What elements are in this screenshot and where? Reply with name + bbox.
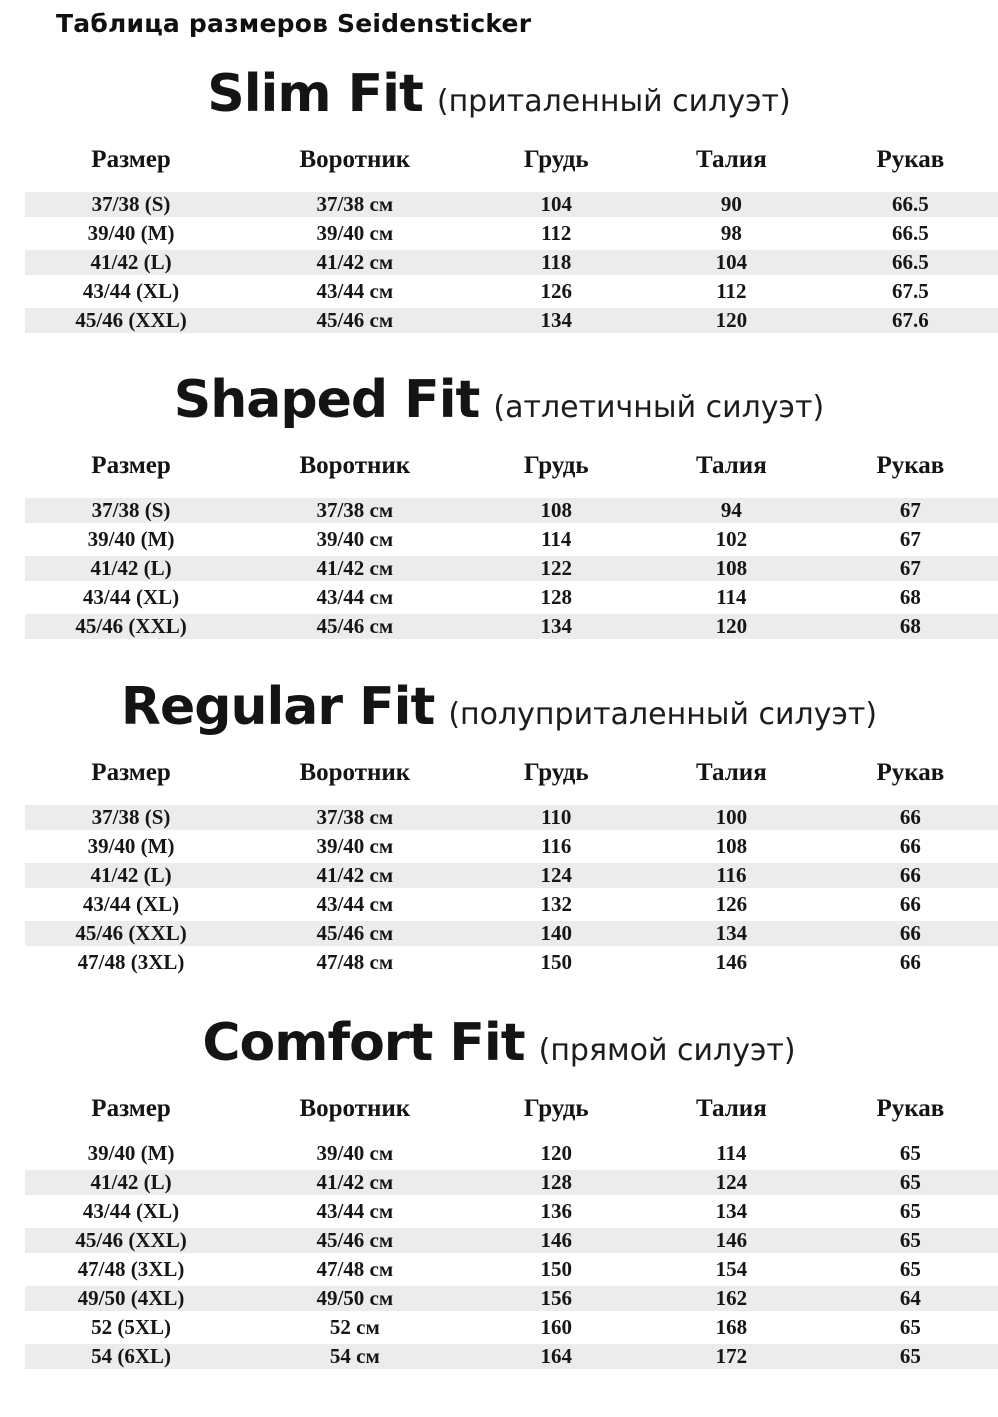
section-subtitle: (полуприталенный силуэт) xyxy=(448,697,878,732)
table-cell: 49/50 см xyxy=(316,1286,394,1310)
table-cell: 41/42 (L) xyxy=(90,556,172,580)
table-cell: 132 xyxy=(540,892,572,916)
table-cell: 104 xyxy=(540,192,572,216)
table-cell: 116 xyxy=(716,863,747,887)
table-cell: 39/40 (M) xyxy=(87,1141,175,1165)
table-cell: 45/46 см xyxy=(316,921,394,945)
table-row xyxy=(25,306,998,335)
table-cell: 122 xyxy=(540,556,572,580)
table-cell: 49/50 (4XL) xyxy=(77,1286,185,1310)
table-cell: 39/40 см xyxy=(316,834,394,858)
table-cell: 41/42 (L) xyxy=(90,1170,172,1194)
table-cell: 114 xyxy=(541,527,572,551)
table-cell: 65 xyxy=(899,1170,921,1194)
table-cell: 39/40 см xyxy=(316,527,394,551)
table-cell: 37/38 (S) xyxy=(91,498,171,522)
table-cell: 41/42 см xyxy=(316,250,394,274)
table-cell: 43/44 см xyxy=(316,1199,394,1223)
table-cell: 164 xyxy=(540,1344,572,1368)
page-title: Таблица размеров Seidensticker xyxy=(56,9,532,38)
table-cell: 45/46 см xyxy=(316,614,394,638)
table-cell: 124 xyxy=(540,863,572,887)
table-cell: 120 xyxy=(715,308,748,332)
table-row xyxy=(25,919,998,948)
table-cell: 114 xyxy=(716,585,747,609)
table-cell: 66 xyxy=(899,834,921,858)
column-header-row xyxy=(25,757,998,789)
table-row xyxy=(25,803,998,832)
table-cell: 118 xyxy=(541,250,572,274)
table-row xyxy=(25,525,998,554)
table-cell: 65 xyxy=(899,1257,921,1281)
column-header: Воротник xyxy=(299,1095,411,1122)
size-table xyxy=(25,496,998,641)
table-cell: 66 xyxy=(899,863,921,887)
table-row xyxy=(25,948,998,977)
column-header-row xyxy=(25,1093,998,1125)
table-cell: 39/40 (M) xyxy=(87,527,175,551)
table-cell: 146 xyxy=(715,950,748,974)
table-cell: 52 (5XL) xyxy=(91,1315,172,1339)
table-cell: 116 xyxy=(541,834,572,858)
table-row xyxy=(25,890,998,919)
section-subtitle: (прямой силуэт) xyxy=(538,1033,796,1068)
table-row xyxy=(25,248,998,277)
table-row xyxy=(25,1197,998,1226)
column-header-row xyxy=(25,144,998,176)
table-cell: 136 xyxy=(540,1199,572,1223)
table-cell: 100 xyxy=(715,805,748,829)
section-heading xyxy=(0,1013,998,1077)
table-row xyxy=(25,219,998,248)
table-row xyxy=(25,554,998,583)
section-title: Regular Fit xyxy=(120,677,435,737)
table-cell: 108 xyxy=(540,498,572,522)
table-cell: 126 xyxy=(715,892,748,916)
table-cell: 39/40 (M) xyxy=(87,221,175,245)
table-cell: 41/42 (L) xyxy=(90,863,172,887)
table-cell: 66.5 xyxy=(892,250,929,274)
table-cell: 43/44 (XL) xyxy=(82,279,180,303)
section-heading xyxy=(0,64,998,128)
column-header: Размер xyxy=(91,146,171,173)
column-header: Рукав xyxy=(876,1095,945,1122)
fit-section xyxy=(0,64,998,335)
table-cell: 37/38 см xyxy=(316,498,394,522)
table-cell: 67 xyxy=(899,498,921,522)
section-heading xyxy=(0,370,998,434)
table-row xyxy=(25,190,998,219)
table-cell: 94 xyxy=(720,498,742,522)
table-row xyxy=(25,1168,998,1197)
table-cell: 67.6 xyxy=(892,308,929,332)
table-cell: 114 xyxy=(716,1141,747,1165)
table-cell: 134 xyxy=(540,614,572,638)
table-cell: 43/44 см xyxy=(316,892,394,916)
table-cell: 66 xyxy=(899,892,921,916)
table-cell: 68 xyxy=(899,614,921,638)
fit-section xyxy=(0,677,998,977)
table-cell: 45/46 (XXL) xyxy=(75,1228,187,1252)
table-cell: 146 xyxy=(715,1228,748,1252)
table-cell: 47/48 см xyxy=(316,1257,394,1281)
table-cell: 104 xyxy=(715,250,748,274)
table-cell: 41/42 см xyxy=(316,1170,394,1194)
table-cell: 43/44 (XL) xyxy=(82,892,180,916)
column-header: Талия xyxy=(696,146,767,173)
table-row xyxy=(25,1342,998,1371)
column-header: Грудь xyxy=(523,146,589,173)
table-cell: 66.5 xyxy=(892,192,929,216)
table-cell: 65 xyxy=(899,1344,921,1368)
table-cell: 65 xyxy=(899,1141,921,1165)
table-cell: 65 xyxy=(899,1199,921,1223)
column-header: Грудь xyxy=(523,759,589,786)
table-cell: 45/46 (XXL) xyxy=(75,308,187,332)
table-cell: 110 xyxy=(541,805,572,829)
table-cell: 126 xyxy=(540,279,572,303)
table-cell: 66 xyxy=(899,921,921,945)
table-cell: 67 xyxy=(899,527,921,551)
table-row xyxy=(25,1226,998,1255)
table-cell: 150 xyxy=(540,950,572,974)
table-cell: 120 xyxy=(715,614,748,638)
column-header: Рукав xyxy=(876,146,945,173)
table-cell: 102 xyxy=(715,527,748,551)
table-cell: 128 xyxy=(540,1170,572,1194)
table-cell: 37/38 (S) xyxy=(91,192,171,216)
table-row xyxy=(25,583,998,612)
table-cell: 108 xyxy=(715,834,748,858)
column-header: Грудь xyxy=(523,1095,589,1122)
table-row xyxy=(25,612,998,641)
table-row xyxy=(25,1284,998,1313)
table-cell: 39/40 (M) xyxy=(87,834,175,858)
table-cell: 66.5 xyxy=(892,221,929,245)
table-cell: 45/46 см xyxy=(316,1228,394,1252)
table-cell: 65 xyxy=(899,1228,921,1252)
table-cell: 67 xyxy=(899,556,921,580)
table-cell: 112 xyxy=(716,279,747,303)
table-row xyxy=(25,277,998,306)
section-subtitle: (атлетичный силуэт) xyxy=(493,390,825,425)
column-header: Рукав xyxy=(876,759,945,786)
table-cell: 140 xyxy=(540,921,572,945)
table-cell: 150 xyxy=(540,1257,572,1281)
table-cell: 112 xyxy=(541,221,572,245)
table-cell: 41/42 см xyxy=(316,556,394,580)
column-header: Воротник xyxy=(299,146,411,173)
table-cell: 45/46 см xyxy=(316,308,394,332)
table-cell: 37/38 см xyxy=(316,805,394,829)
table-cell: 66 xyxy=(899,805,921,829)
table-cell: 67.5 xyxy=(892,279,929,303)
fit-section xyxy=(0,370,998,641)
table-cell: 64 xyxy=(899,1286,921,1310)
table-cell: 54 см xyxy=(329,1344,380,1368)
table-cell: 43/44 см xyxy=(316,585,394,609)
table-cell: 134 xyxy=(715,1199,748,1223)
table-row xyxy=(25,1139,998,1168)
table-cell: 43/44 см xyxy=(316,279,394,303)
table-cell: 39/40 см xyxy=(316,1141,394,1165)
table-cell: 43/44 (XL) xyxy=(82,585,180,609)
table-cell: 47/48 (3XL) xyxy=(77,1257,185,1281)
table-cell: 68 xyxy=(899,585,921,609)
table-row xyxy=(25,496,998,525)
table-cell: 66 xyxy=(899,950,921,974)
column-header: Талия xyxy=(696,452,767,479)
table-row xyxy=(25,861,998,890)
table-cell: 41/42 см xyxy=(316,863,394,887)
table-cell: 160 xyxy=(540,1315,572,1339)
column-header: Воротник xyxy=(299,759,411,786)
table-cell: 168 xyxy=(715,1315,748,1339)
column-header: Рукав xyxy=(876,452,945,479)
column-header: Воротник xyxy=(299,452,411,479)
section-heading xyxy=(0,677,998,741)
table-cell: 90 xyxy=(720,192,742,216)
section-title: Shaped Fit xyxy=(173,370,480,430)
table-cell: 37/38 см xyxy=(316,192,394,216)
table-row xyxy=(25,1255,998,1284)
table-cell: 146 xyxy=(540,1228,572,1252)
fit-section xyxy=(0,1013,998,1371)
table-cell: 39/40 см xyxy=(316,221,394,245)
table-cell: 47/48 см xyxy=(316,950,394,974)
table-cell: 108 xyxy=(715,556,748,580)
table-cell: 134 xyxy=(540,308,572,332)
table-cell: 65 xyxy=(899,1315,921,1339)
column-header: Размер xyxy=(91,452,171,479)
table-cell: 120 xyxy=(540,1141,572,1165)
size-table xyxy=(25,1139,998,1371)
table-cell: 162 xyxy=(715,1286,748,1310)
table-cell: 37/38 (S) xyxy=(91,805,171,829)
section-title: Slim Fit xyxy=(207,64,423,124)
size-table xyxy=(25,803,998,977)
table-cell: 47/48 (3XL) xyxy=(77,950,185,974)
table-cell: 172 xyxy=(715,1344,748,1368)
table-row xyxy=(25,832,998,861)
table-cell: 54 (6XL) xyxy=(91,1344,172,1368)
column-header-row xyxy=(25,450,998,482)
table-cell: 156 xyxy=(540,1286,572,1310)
table-cell: 45/46 (XXL) xyxy=(75,921,187,945)
table-cell: 98 xyxy=(720,221,742,245)
table-row xyxy=(25,1313,998,1342)
section-title: Comfort Fit xyxy=(202,1013,525,1073)
table-cell: 154 xyxy=(715,1257,748,1281)
column-header: Размер xyxy=(91,1095,171,1122)
column-header: Размер xyxy=(91,759,171,786)
column-header: Талия xyxy=(696,1095,767,1122)
table-cell: 41/42 (L) xyxy=(90,250,172,274)
section-subtitle: (приталенный силуэт) xyxy=(436,84,791,119)
size-chart xyxy=(0,64,998,1371)
table-cell: 45/46 (XXL) xyxy=(75,614,187,638)
column-header: Талия xyxy=(696,759,767,786)
column-header: Грудь xyxy=(523,452,589,479)
table-cell: 43/44 (XL) xyxy=(82,1199,180,1223)
table-cell: 124 xyxy=(715,1170,748,1194)
table-cell: 134 xyxy=(715,921,748,945)
size-table xyxy=(25,190,998,335)
table-cell: 128 xyxy=(540,585,572,609)
table-cell: 52 см xyxy=(329,1315,380,1339)
